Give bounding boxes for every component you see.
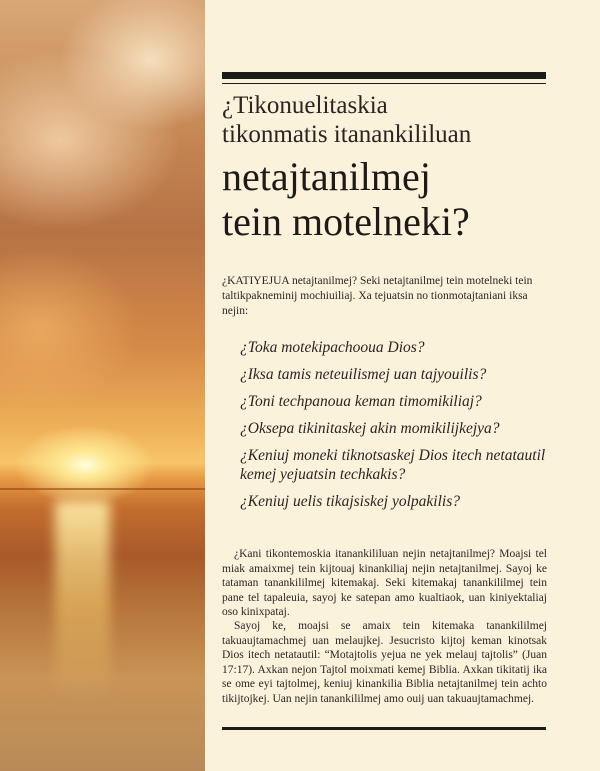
question-item: ¿Toka motekipachooua Dios?: [240, 339, 425, 356]
question-item: ¿Toni techpanoua keman timomikiliaj?: [240, 393, 482, 410]
title-big: [222, 154, 582, 244]
sunset-photo: [0, 0, 205, 771]
question-item: ¿Keniuj moneki tiknotsaskej Dios itech netatautil kemej yejuatsin techkakis?: [240, 447, 546, 483]
title-line-2: tikonmatis itanankililuan: [222, 121, 472, 148]
question-item: ¿Iksa tamis neteuilismej uan tajyouilis?: [240, 366, 487, 383]
title-line-3: netajtanilmej: [222, 154, 431, 199]
title-line-1: ¿Tikonuelitaskia: [222, 92, 388, 119]
sun-reflection: [55, 500, 110, 700]
body-paragraph-1: ¿Kani tikontemoskia itanankililuan nejin netajtanilmej? Moajsi tel miak amaixmej tein kijtouaj kinankiliaj nejin netajtanilmej. Sayoj ke tataman tanankililmej kitemakaj. Seki kitemakaj tanankililmej tein pane tel tapaleuia, sayoj ke satepan amo kualtiaok, uan kiniyektaliaj oso kinixpataj.: [222, 548, 547, 618]
question-item: ¿Keniuj uelis tikajsiskej yolpakilis?: [240, 493, 460, 510]
top-rule-thin: [222, 83, 546, 84]
question-list: [240, 338, 560, 519]
bottom-rule: [222, 727, 546, 730]
intro-paragraph: ¿KATIYEJUA netajtanilmej? Seki netajtanilmej tein motelneki tein taltikpakneminij mochiuiliaj. Xa tejuatsin no tionmotajtaniani iksa nejin:: [222, 275, 533, 317]
question-item: ¿Oksepa tikinitaskej akin momikilijkejya?: [240, 420, 500, 437]
horizon-line: [0, 488, 205, 490]
title-small: [222, 91, 552, 149]
title-line-4: tein motelneki?: [222, 199, 470, 244]
top-rule-thick: [222, 72, 546, 79]
body-paragraph-2: Sayoj ke, moajsi se amaix tein kitemaka tanankililmej takuaujtamachmej uan melaujkej. Jesucristo kijtoj keman kinotsak Dios itech netatautil: “Motajtolis yejua ne yek melauj tajtolis” (Juan 17:17). Axkan nejon Tajtol moixmati kemej Biblia. Axkan tikitatij ika se ome eyi tajtolmej, keniuj kinankilia Biblia netajtanilmej tein achto tikijtojkej. Uan nejin tanankililmej amo ouij uan takuaujtamachmej.: [222, 620, 547, 705]
